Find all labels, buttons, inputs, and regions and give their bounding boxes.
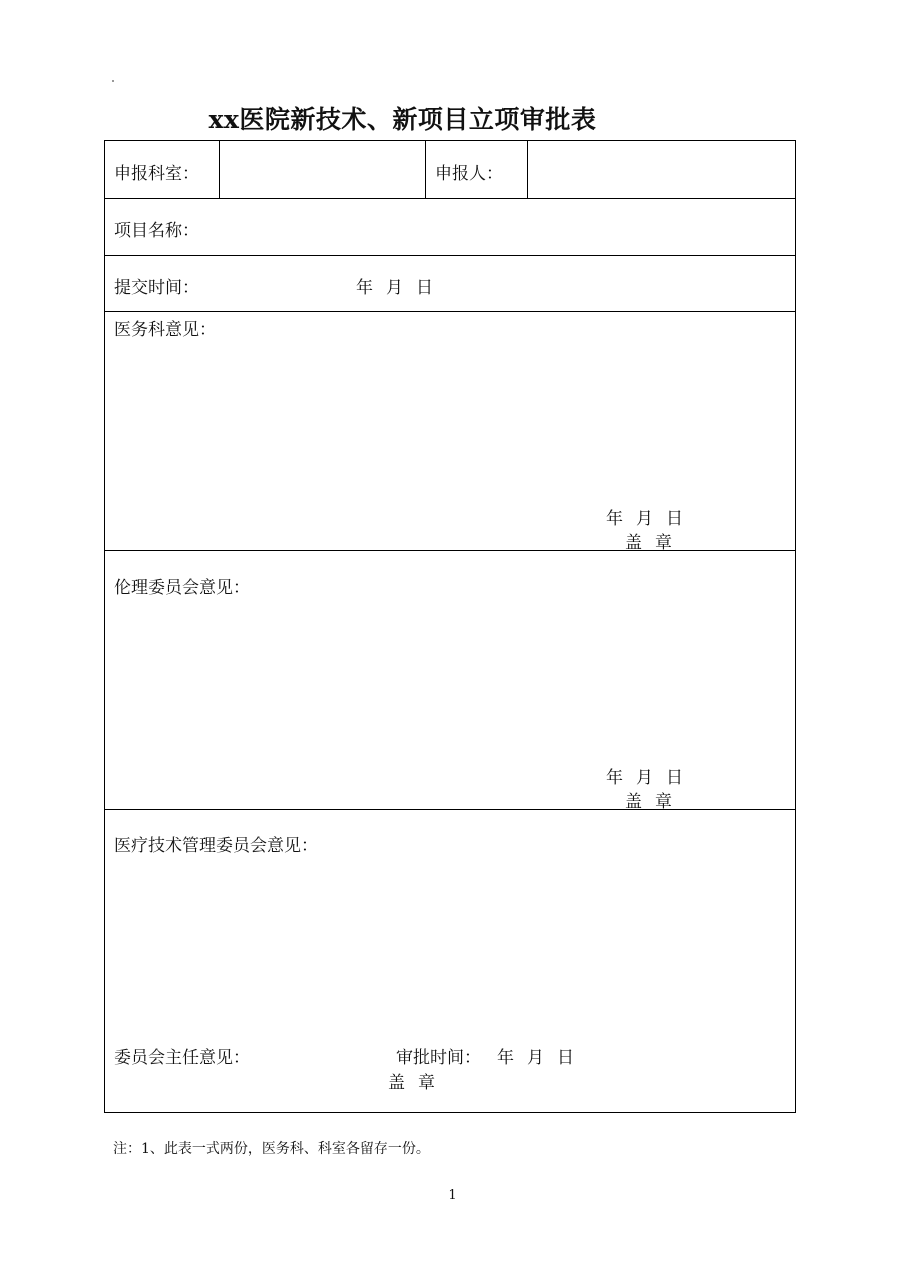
seal-char: 盖 <box>625 792 642 812</box>
seal-char: 盖 <box>388 1073 405 1093</box>
submit-time-label: 提交时间： <box>114 278 199 298</box>
seal-char: 盖 <box>625 533 642 553</box>
row-divider <box>105 198 795 199</box>
day-label: 日 <box>416 278 433 298</box>
applicant-label: 申报人： <box>435 164 503 184</box>
ethics-committee-date <box>606 763 683 788</box>
medical-affairs-date <box>606 504 683 529</box>
department-label: 申报科室： <box>114 164 199 184</box>
project-name-field[interactable] <box>215 205 785 249</box>
day-label: 日 <box>557 1048 574 1068</box>
tech-committee-opinion-label: 医疗技术管理委员会意见： <box>114 836 318 856</box>
applicant-field[interactable] <box>533 149 788 191</box>
year-label: 年 <box>356 278 373 298</box>
seal-char: 章 <box>418 1073 435 1093</box>
row-divider <box>105 550 795 551</box>
seal-char: 章 <box>655 792 672 812</box>
month-label: 月 <box>636 509 653 529</box>
stray-mark <box>112 80 114 82</box>
medical-affairs-opinion-label: 医务科意见： <box>114 320 216 340</box>
ethics-committee-opinion-label: 伦理委员会意见： <box>114 578 250 598</box>
month-label: 月 <box>527 1048 544 1068</box>
medical-affairs-seal <box>625 528 672 553</box>
month-label: 月 <box>636 768 653 788</box>
day-label: 日 <box>666 509 683 529</box>
tech-committee-opinion-area[interactable] <box>114 859 784 1029</box>
day-label: 日 <box>666 768 683 788</box>
row-divider <box>105 311 795 312</box>
document-title: xx医院新技术、新项目立项审批表 <box>208 105 597 134</box>
approval-form <box>104 140 796 1113</box>
submit-date[interactable] <box>356 273 433 298</box>
chairman-opinion-label: 委员会主任意见： <box>114 1048 250 1068</box>
year-label: 年 <box>497 1048 514 1068</box>
page-number: 1 <box>448 1188 457 1203</box>
month-label: 月 <box>386 278 403 298</box>
row-divider <box>105 809 795 810</box>
column-divider <box>425 141 426 198</box>
year-label: 年 <box>606 509 623 529</box>
approval-seal <box>388 1068 435 1093</box>
year-label: 年 <box>606 768 623 788</box>
ethics-committee-opinion-area[interactable] <box>114 601 784 751</box>
approval-date[interactable] <box>497 1043 574 1068</box>
footnote: 注：1、此表一式两份，医务科、科室各留存一份。 <box>113 1141 430 1157</box>
row-divider <box>105 255 795 256</box>
medical-affairs-opinion-area[interactable] <box>114 341 784 491</box>
seal-char: 章 <box>655 533 672 553</box>
department-field[interactable] <box>225 149 420 191</box>
approval-time-label: 审批时间： <box>396 1048 481 1068</box>
column-divider <box>219 141 220 198</box>
ethics-committee-seal <box>625 787 672 812</box>
project-name-label: 项目名称： <box>114 221 199 241</box>
column-divider <box>527 141 528 198</box>
